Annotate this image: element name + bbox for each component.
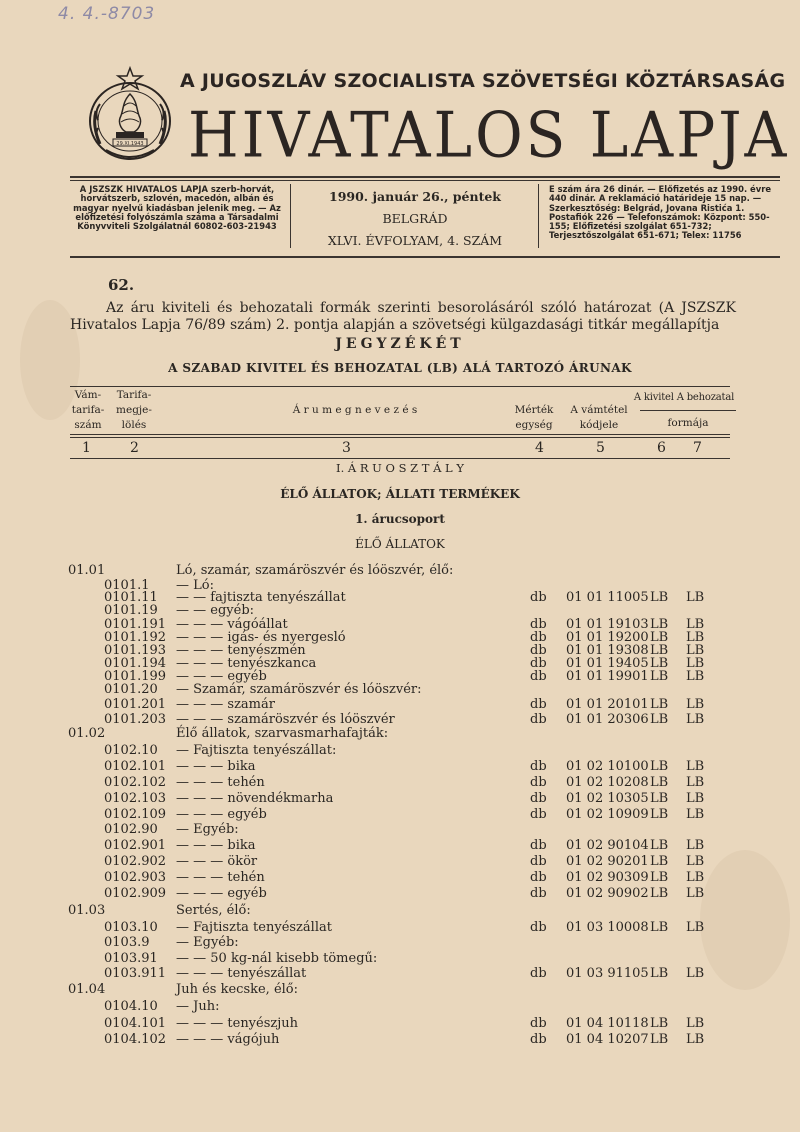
document-intro: Az áru kiviteli és behozatali formák szerinti besorolásáról szóló határozat (A JSZSZK Hivatalos Lapja 76/89 szám) 2. pontja alapján a szövetségi külgazdasági titkár megállapítja — [70, 300, 736, 333]
row-import-form: LB — [686, 669, 705, 684]
row-goods-name: — — — egyéb — [176, 886, 267, 901]
issue-place: BELGRÁD — [382, 211, 448, 226]
row-goods-name: — — — egyéb — [176, 669, 267, 684]
col-number: 7 — [693, 440, 702, 456]
row-duty-code: 01 04 10118 — [566, 1016, 649, 1031]
row-tariff-code: 0101.201 — [104, 697, 167, 712]
row-import-form: LB — [686, 854, 705, 869]
row-tariff-code: 0101.19 — [104, 603, 158, 618]
row-tariff-code: 0102.902 — [104, 854, 167, 869]
col-number: 6 — [657, 440, 666, 456]
row-tariff-code: 0101.191 — [104, 617, 167, 632]
row-export-form: LB — [650, 854, 669, 869]
row-export-form: LB — [650, 617, 669, 632]
row-import-form: LB — [686, 791, 705, 806]
row-tariff-code: 0102.10 — [104, 743, 158, 758]
table-row — [0, 935, 800, 951]
row-duty-code: 01 01 20306 — [566, 712, 649, 727]
table-header-rule — [70, 437, 730, 438]
row-duty-code: 01 02 90104 — [566, 838, 649, 853]
row-export-form: LB — [650, 886, 669, 901]
row-export-form: LB — [650, 697, 669, 712]
row-goods-name: — — — szamáröszvér és lóöszvér — [176, 712, 395, 727]
row-import-form: LB — [686, 617, 705, 632]
row-export-form: LB — [650, 643, 669, 658]
row-tariff-code: 0101.203 — [104, 712, 167, 727]
row-tariff-code: 0102.109 — [104, 807, 167, 822]
table-row — [0, 759, 800, 775]
row-heading-number: 01.01 — [68, 563, 106, 578]
row-export-form: LB — [650, 775, 669, 790]
row-heading-number: 01.03 — [68, 903, 106, 918]
masthead-rule — [70, 176, 780, 178]
row-goods-name: — Egyéb: — [176, 822, 239, 837]
table-row — [0, 920, 800, 936]
row-goods-name: — — — tehén — [176, 870, 265, 885]
row-unit: db — [530, 791, 547, 806]
row-export-form: LB — [650, 590, 669, 605]
row-export-form: LB — [650, 791, 669, 806]
row-tariff-code: 0102.103 — [104, 791, 167, 806]
row-goods-name: — Egyéb: — [176, 935, 239, 950]
row-import-form: LB — [686, 697, 705, 712]
table-top-rule — [70, 386, 730, 387]
row-duty-code: 01 02 10208 — [566, 775, 649, 790]
row-goods-name: — — egyéb: — [176, 603, 255, 618]
row-tariff-code: 0103.911 — [104, 966, 167, 981]
row-goods-name: — — — egyéb — [176, 807, 267, 822]
row-unit: db — [530, 630, 547, 645]
row-tariff-code: 0104.101 — [104, 1016, 167, 1031]
col-number: 5 — [596, 440, 605, 456]
row-duty-code: 01 01 19103 — [566, 617, 649, 632]
col-header-export-import: A kivitel A behozatal — [633, 392, 735, 403]
table-row — [0, 791, 800, 807]
row-tariff-code: 0102.101 — [104, 759, 167, 774]
row-export-form: LB — [650, 807, 669, 822]
document-subheading: A SZABAD KIVITEL ÉS BEHOZATAL (LB) ALÁ TARTOZÓ ÁRUNAK — [168, 361, 632, 375]
col-header-tariff-designation: Tarifa-megje-lölés — [116, 389, 152, 431]
row-goods-name: — Fajtiszta tenyészállat: — [176, 743, 337, 758]
table-row — [0, 697, 800, 713]
row-import-form: LB — [686, 590, 705, 605]
col-number: 1 — [82, 440, 91, 456]
row-duty-code: 01 02 90902 — [566, 886, 649, 901]
row-goods-name: Élő állatok, szarvasmarhafajták: — [176, 726, 389, 741]
row-duty-code: 01 01 19901 — [566, 669, 649, 684]
row-duty-code: 01 01 19405 — [566, 656, 649, 671]
row-duty-code: 01 01 19308 — [566, 643, 649, 658]
col-number: 3 — [342, 440, 351, 456]
row-unit: db — [530, 870, 547, 885]
row-goods-name: — Juh: — [176, 999, 220, 1014]
row-heading-number: 01.04 — [68, 982, 106, 997]
row-goods-name: — — fajtiszta tenyészállat — [176, 590, 346, 605]
table-row — [0, 682, 800, 698]
row-unit: db — [530, 920, 547, 935]
row-goods-name: — — — bika — [176, 759, 256, 774]
row-import-form: LB — [686, 656, 705, 671]
row-tariff-code: 0102.102 — [104, 775, 167, 790]
table-row — [0, 726, 800, 742]
table-row — [0, 743, 800, 759]
row-unit: db — [530, 759, 547, 774]
row-export-form: LB — [650, 656, 669, 671]
row-goods-name: — — 50 kg-nál kisebb tömegű: — [176, 951, 378, 966]
row-tariff-code: 0103.9 — [104, 935, 150, 950]
goods-group-title: 1. árucsoport — [355, 512, 445, 526]
row-unit: db — [530, 807, 547, 822]
table-row — [0, 982, 800, 998]
row-tariff-code: 0102.90 — [104, 822, 158, 837]
row-import-form: LB — [686, 920, 705, 935]
row-duty-code: 01 01 20101 — [566, 697, 649, 712]
table-row — [0, 870, 800, 886]
table-row — [0, 775, 800, 791]
row-import-form: LB — [686, 870, 705, 885]
table-row — [0, 822, 800, 838]
row-import-form: LB — [686, 712, 705, 727]
row-tariff-code: 0101.199 — [104, 669, 167, 684]
row-goods-name: — — — ökör — [176, 854, 258, 869]
row-goods-name: — — — tehén — [176, 775, 265, 790]
row-goods-name: — — — tenyészállat — [176, 966, 307, 981]
table-row — [0, 999, 800, 1015]
row-tariff-code: 0102.909 — [104, 886, 167, 901]
col-number: 4 — [535, 440, 544, 456]
row-duty-code: 01 02 10305 — [566, 791, 649, 806]
row-unit: db — [530, 1016, 547, 1031]
row-tariff-code: 0101.192 — [104, 630, 167, 645]
row-unit: db — [530, 697, 547, 712]
header-price-info: E szám ára 26 dinár. — Előfizetés az 1990. évre 440 dinár. A reklamáció határideje 15 nap. — Szerkesztőség: Belgrád, Jovana Ristića 1. Postafiók 226 — Telefonszámok: Központ: 550-155; Előfizetési szolgálat 651-732; Terjesztőszolgálat 651-671; Telex: 11756 — [549, 184, 772, 241]
row-import-form: LB — [686, 1032, 705, 1047]
table-row — [0, 1016, 800, 1032]
row-export-form: LB — [650, 759, 669, 774]
row-goods-name: Ló, szamár, szamáröszvér és lóöszvér, élő: — [176, 563, 454, 578]
row-unit: db — [530, 669, 547, 684]
col-header-form: formája — [667, 417, 709, 429]
row-duty-code: 01 02 90201 — [566, 854, 649, 869]
table-row — [0, 563, 800, 579]
goods-class-title: I. Á R U O S Z T Á L Y — [336, 461, 464, 475]
col-header-goods-name: Á r u m e g n e v e z é s — [292, 404, 418, 416]
row-import-form: LB — [686, 759, 705, 774]
row-duty-code: 01 03 91105 — [566, 966, 649, 981]
col-header-unit: Mérték egység — [514, 404, 554, 431]
row-duty-code: 01 03 10008 — [566, 920, 649, 935]
row-tariff-code: 0104.102 — [104, 1032, 167, 1047]
row-goods-name: — — — igás- és nyergesló — [176, 630, 346, 645]
table-row — [0, 807, 800, 823]
row-goods-name: — Ló: — [176, 578, 214, 593]
row-goods-name: — — — vágóállat — [176, 617, 288, 632]
row-export-form: LB — [650, 1032, 669, 1047]
col-header-subrule — [640, 410, 736, 411]
row-unit: db — [530, 656, 547, 671]
row-export-form: LB — [650, 630, 669, 645]
row-unit: db — [530, 1032, 547, 1047]
row-import-form: LB — [686, 1016, 705, 1031]
row-tariff-code: 0103.91 — [104, 951, 158, 966]
row-unit: db — [530, 712, 547, 727]
goods-group-subtitle: ÉLŐ ÁLLATOK — [355, 537, 445, 551]
row-tariff-code: 0101.194 — [104, 656, 167, 671]
row-duty-code: 01 02 90309 — [566, 870, 649, 885]
table-numbers-rule — [70, 458, 730, 459]
table-row — [0, 1032, 800, 1048]
header-divider — [538, 184, 539, 248]
row-duty-code: 01 01 19200 — [566, 630, 649, 645]
header-subscription-info: A JSZSZK HIVATALOS LAPJA szerb-horvát, horvátszerb, szlovén, macedón, albán és magyar nyelvű kiadásban jelenik meg. — Az előfizetési folyószámla száma a Társadalmi Könyvviteli Szolgálatnál 60802-603-21943 — [73, 184, 281, 232]
table-row — [0, 951, 800, 967]
row-goods-name: — — — tenyészjuh — [176, 1016, 299, 1031]
row-duty-code: 01 02 10909 — [566, 807, 649, 822]
row-unit: db — [530, 643, 547, 658]
row-goods-name: — Fajtiszta tenyészállat — [176, 920, 332, 935]
table-header-rule — [70, 434, 730, 435]
col-number: 2 — [130, 440, 139, 456]
row-unit: db — [530, 617, 547, 632]
col-header-tariff-code: A vámtétel kódjele — [570, 404, 628, 431]
row-heading-number: 01.02 — [68, 726, 106, 741]
row-unit: db — [530, 775, 547, 790]
header-issue-info — [300, 186, 530, 252]
row-tariff-code: 0101.1 — [104, 578, 150, 593]
row-tariff-code: 0101.20 — [104, 682, 158, 697]
col-header-tariff-number: Vám-tarifa-szám — [71, 389, 105, 431]
table-row — [0, 886, 800, 902]
row-goods-name: Juh és kecske, élő: — [176, 982, 299, 997]
row-export-form: LB — [650, 920, 669, 935]
masthead-rule-thin — [70, 180, 780, 181]
handwritten-note: 4. 4.-8703 — [58, 4, 156, 24]
document-heading: JEGYZÉKÉT — [335, 336, 465, 352]
row-duty-code: 01 04 10207 — [566, 1032, 649, 1047]
row-goods-name: — — — vágójuh — [176, 1032, 280, 1047]
issue-date: 1990. január 26., péntek — [329, 189, 501, 204]
table-row — [0, 854, 800, 870]
row-import-form: LB — [686, 838, 705, 853]
table-row — [0, 903, 800, 919]
row-tariff-code: 0103.10 — [104, 920, 158, 935]
row-goods-name: — — — szamár — [176, 697, 275, 712]
state-emblem-icon — [86, 66, 174, 166]
row-import-form: LB — [686, 643, 705, 658]
row-export-form: LB — [650, 870, 669, 885]
row-tariff-code: 0101.11 — [104, 590, 158, 605]
masthead-title-line2: HIVATALOS LAPJA — [188, 98, 790, 172]
row-unit: db — [530, 590, 547, 605]
emblem-date: 29.XI.1943 — [116, 141, 144, 147]
goods-class-subtitle: ÉLŐ ÁLLATOK; ÁLLATI TERMÉKEK — [280, 487, 520, 501]
row-export-form: LB — [650, 1016, 669, 1031]
row-goods-name: — — — növendékmarha — [176, 791, 334, 806]
row-unit: db — [530, 886, 547, 901]
row-export-form: LB — [650, 838, 669, 853]
row-goods-name: — — — tenyészkanca — [176, 656, 317, 671]
row-import-form: LB — [686, 775, 705, 790]
header-bottom-rule — [70, 256, 780, 258]
document-number: 62. — [108, 276, 135, 294]
row-unit: db — [530, 966, 547, 981]
row-unit: db — [530, 838, 547, 853]
row-import-form: LB — [686, 966, 705, 981]
row-duty-code: 01 01 11005 — [566, 590, 649, 605]
row-goods-name: Sertés, élő: — [176, 903, 251, 918]
row-import-form: LB — [686, 630, 705, 645]
row-duty-code: 01 02 10100 — [566, 759, 649, 774]
table-row — [0, 838, 800, 854]
masthead-title-line1: A JUGOSZLÁV SZOCIALISTA SZÖVETSÉGI KÖZTÁRSASÁG — [180, 70, 786, 92]
row-import-form: LB — [686, 807, 705, 822]
row-tariff-code: 0102.903 — [104, 870, 167, 885]
table-row — [0, 966, 800, 982]
row-goods-name: — — — tenyészmén — [176, 643, 306, 658]
row-tariff-code: 0104.10 — [104, 999, 158, 1014]
row-export-form: LB — [650, 966, 669, 981]
row-goods-name: — Szamár, szamáröszvér és lóöszvér: — [176, 682, 422, 697]
row-export-form: LB — [650, 669, 669, 684]
row-export-form: LB — [650, 712, 669, 727]
row-unit: db — [530, 854, 547, 869]
header-divider — [290, 184, 291, 248]
row-tariff-code: 0101.193 — [104, 643, 167, 658]
row-tariff-code: 0102.901 — [104, 838, 167, 853]
issue-volume: XLVI. ÉVFOLYAM, 4. SZÁM — [327, 233, 503, 248]
row-goods-name: — — — bika — [176, 838, 256, 853]
row-import-form: LB — [686, 886, 705, 901]
